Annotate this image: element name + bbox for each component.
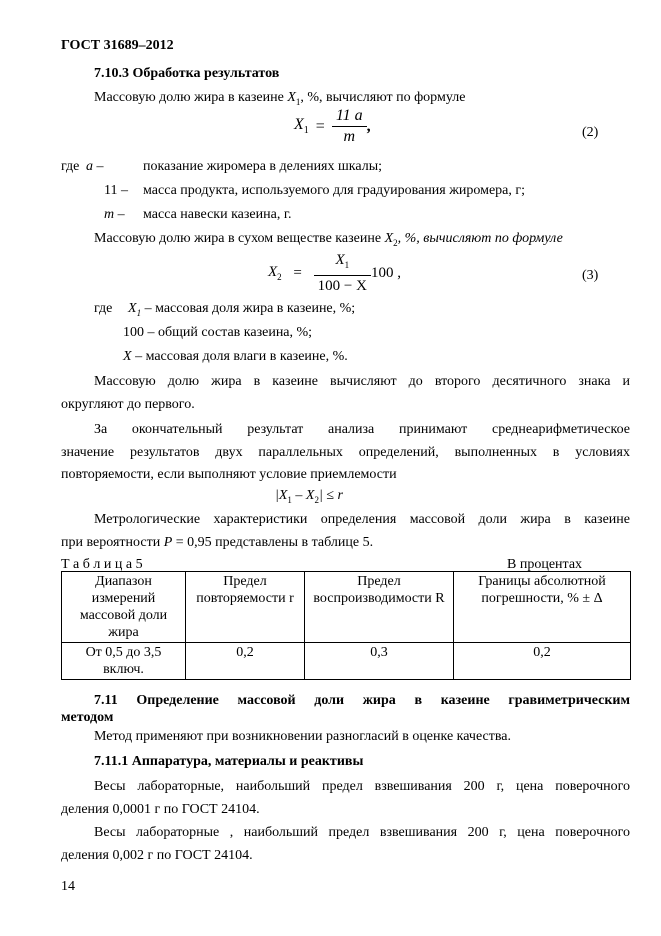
where-text-m: масса навески казеина, г. [143,207,292,222]
table-cell-repeatability: 0,2 [186,643,305,680]
section-heading-7-11-line-2: методом [61,710,114,725]
section-7-11-text: Метод применяют при возникновении разногласий в оценке качества. [94,729,511,744]
paragraph-metrology-line-1: Метрологические характеристики определения массовой доли жира в казеине [94,512,630,527]
formula-2-number: (2) [582,125,599,140]
formula-2-numerator: 11 a [332,106,367,127]
where-text-a: показание жиромера в делениях шкалы; [143,159,382,174]
paragraph-scales-2-line-1: Весы лабораторные , наибольший предел взвешивания 200 г, цена поверочного [94,825,630,840]
standard-header: ГОСТ 31689–2012 [61,38,174,53]
section-heading-7-11-1: 7.11.1 Аппаратура, материалы и реактивы [94,754,364,769]
table-header-error-bounds: Границы абсолютной погрешности, % ± Δ [454,572,631,643]
paragraph-result-line-3: повторяемости, если выполняют условие приемлемости [61,467,397,482]
formula-3-denominator: 100 − X [317,278,367,294]
paragraph-scales-1-line-2: деления 0,0001 г по ГОСТ 24104. [61,802,260,817]
formula-2-denominator: m [343,128,355,145]
where-text-x: X – массовая доля влаги в казеине, %. [123,349,348,364]
paragraph-scales-1-line-1: Весы лабораторные, наибольший предел взвешивания 200 г, цена поверочного [94,779,630,794]
table-5 [61,571,631,680]
formula-3-numerator: $X_1$ [314,250,371,276]
paragraph-metrology-line-2: при вероятности P = 0,95 представлены в таблице 5. [61,535,374,550]
paragraph-result-line-1: За окончательный результат анализа принимают среднеарифметическое [94,422,630,437]
where-text-11: масса продукта, используемого для градуирования жиромера, г; [143,183,526,198]
paragraph-scales-2-line-2: деления 0,002 г по ГОСТ 24104. [61,848,253,863]
table-header-repeatability: Предел повторяемости r [186,572,305,643]
dry-formula-intro: Массовую долю жира в сухом веществе казеине $X_2$, %, вычисляют по формуле [94,231,563,248]
table-5-caption: Т а б л и ц а 5 [61,557,143,572]
table-cell-reproducibility: 0,3 [305,643,454,680]
paragraph-precision-line-1: Массовую долю жира в казеине вычисляют до второго десятичного знака и [94,374,630,389]
formula-3: $X_2$ = $\frac{X_1}{100 - X}$ 100 , [268,252,401,294]
section-heading-7-10-3: 7.10.3 Обработка результатов [94,66,280,81]
where-word-1: где [61,159,80,174]
where-text-x1: $X_1$ – массовая доля жира в казеине, %; [128,301,356,318]
formula-intro-text: Массовую долю жира в казеине $X_1$, %, вычисляют по формуле [94,90,466,107]
section-heading-7-11-line-1: 7.11 Определение массовой доли жира в казеине гравиметрическим [94,693,630,708]
where-symbol-m: m – [104,207,125,222]
where-text-100: 100 – общий состав казеина, %; [123,325,313,340]
paragraph-precision-line-2: округляют до первого. [61,397,195,412]
table-cell-range: От 0,5 до 3,5 включ. [62,643,186,680]
formula-3-number: (3) [582,268,599,283]
where-symbol-a: a – [86,159,104,174]
table-row [62,643,631,680]
table-cell-error-bounds: 0,2 [454,643,631,680]
table-header-reproducibility: Предел воспроизводимости R [305,572,454,643]
paragraph-result-line-2: значение результатов двух параллельных определений, выполненных в условиях [61,445,630,460]
acceptability-condition: $|X_1 - X_2| \le r$ [275,488,343,505]
where-symbol-11: 11 – [104,183,128,198]
table-5-unit-note: В процентах [507,557,583,572]
table-header-range: Диапазон измерений массовой доли жира [62,572,186,643]
table-header-row [62,572,631,643]
formula-2: $X_1$ = $\frac{11 a}{m}$ , [294,107,371,145]
page-number: 14 [61,879,75,894]
where-word-2: где [94,301,113,316]
